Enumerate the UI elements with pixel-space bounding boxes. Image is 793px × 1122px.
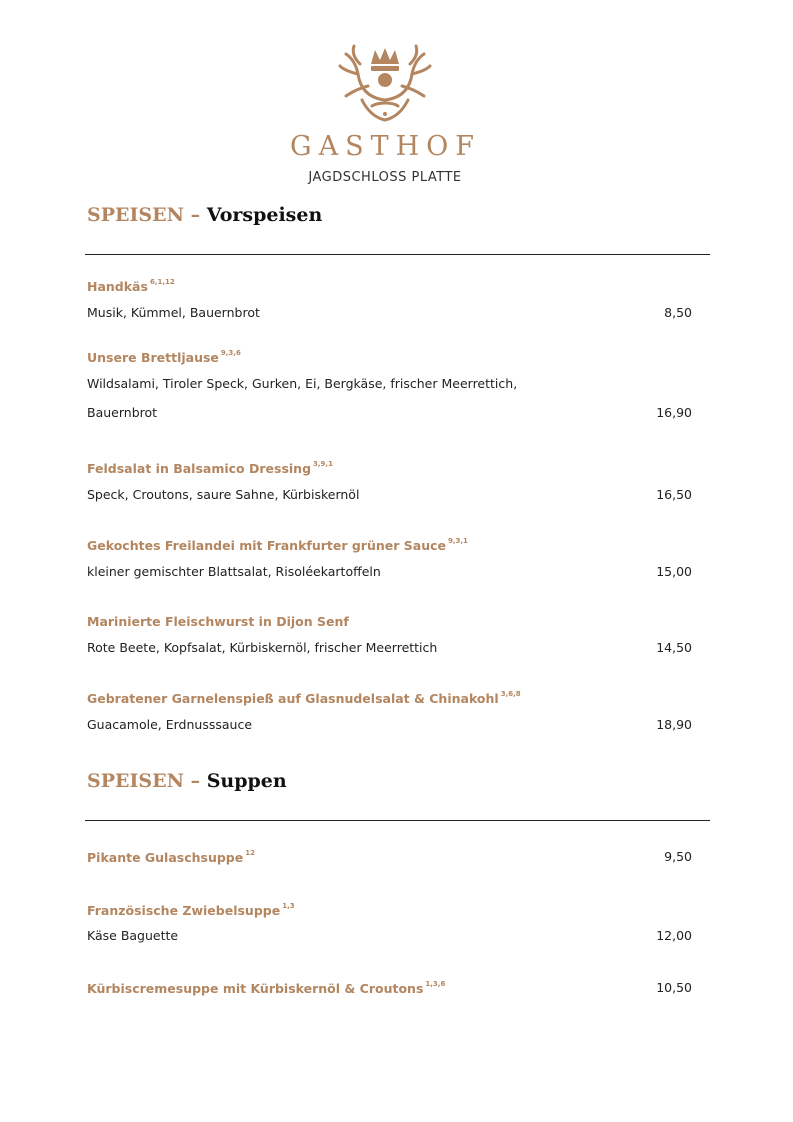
menu-item-description: Wildsalami, Tiroler Speck, Gurken, Ei, Bergkäse, frischer Meerrettich, — [87, 376, 518, 391]
menu-item-name: Pikante Gulaschsuppe $^{12}$ — [87, 849, 255, 865]
allergen-codes: 6,1,12 — [149, 278, 175, 286]
menu-item-name: Gekochtes Freilandei mit Frankfurter grüner Sauce $^{9,3,1}$ — [87, 537, 468, 553]
menu-item-description: Bauernbrot — [87, 405, 158, 420]
menu-item-price: 10,50 — [656, 980, 692, 995]
section-divider — [85, 254, 710, 255]
menu-item-price: 16,50 — [656, 487, 692, 502]
menu-item-name: Französische Zwiebelsuppe $^{1,3}$ — [87, 902, 295, 918]
menu-item-name: Handkäs $^{6,1,12}$ — [87, 278, 175, 294]
menu-item-name: Unsere Brettljause $^{9,3,6}$ — [87, 349, 241, 365]
menu-item-price: 16,90 — [656, 405, 692, 420]
menu-item-price: 9,50 — [664, 849, 692, 864]
allergen-codes: 3,9,1 — [313, 460, 333, 468]
section-label: SPEISEN – — [87, 770, 201, 792]
section-label: SPEISEN – — [87, 204, 201, 226]
allergen-codes: 9,3,6 — [220, 349, 241, 357]
menu-item-description: Guacamole, Erdnusssauce — [87, 717, 253, 732]
menu-item-description: kleiner gemischter Blattsalat, Risoléekartoffeln — [87, 564, 381, 579]
allergen-codes: 12 — [245, 849, 255, 857]
menu-item-name: Gebratener Garnelenspieß auf Glasnudelsalat & Chinakohl $^{3,6,8}$ — [87, 690, 521, 706]
menu-item-price: 14,50 — [656, 640, 692, 655]
menu-item-description: Käse Baguette — [87, 928, 179, 943]
section-subtitle: Suppen — [206, 770, 287, 792]
menu-item-name: Feldsalat in Balsamico Dressing $^{3,9,1}$ — [87, 460, 333, 476]
menu-item-price: 15,00 — [656, 564, 692, 579]
section-title-suppen — [87, 770, 287, 792]
brand-subtitle: JAGDSCHLOSS PLATTE — [308, 170, 462, 185]
section-title-vorspeisen — [87, 204, 322, 226]
allergen-codes: 3,6,8 — [500, 690, 521, 698]
brand-name: GASTHOF — [290, 131, 481, 162]
crown-antlers-emblem-icon — [338, 40, 432, 124]
menu-item-price: 8,50 — [664, 305, 692, 320]
menu-item-name: Marinierte Fleischwurst in Dijon Senf — [87, 614, 349, 629]
section-divider — [85, 820, 710, 821]
menu-item-description: Musik, Kümmel, Bauernbrot — [87, 305, 260, 320]
brand-logo — [290, 40, 480, 190]
menu-item-description: Rote Beete, Kopfsalat, Kürbiskernöl, frischer Meerrettich — [87, 640, 438, 655]
menu-item-price: 12,00 — [656, 928, 692, 943]
allergen-codes: 1,3 — [282, 902, 295, 910]
allergen-codes: 1,3,6 — [425, 980, 446, 988]
allergen-codes: 9,3,1 — [448, 537, 468, 545]
menu-item-name: Kürbiscremesuppe mit Kürbiskernöl & Croutons $^{1,3,6}$ — [87, 980, 446, 996]
section-subtitle: Vorspeisen — [206, 204, 323, 226]
menu-item-description: Speck, Croutons, saure Sahne, Kürbiskernöl — [87, 487, 360, 502]
menu-item-price: 18,90 — [656, 717, 692, 732]
